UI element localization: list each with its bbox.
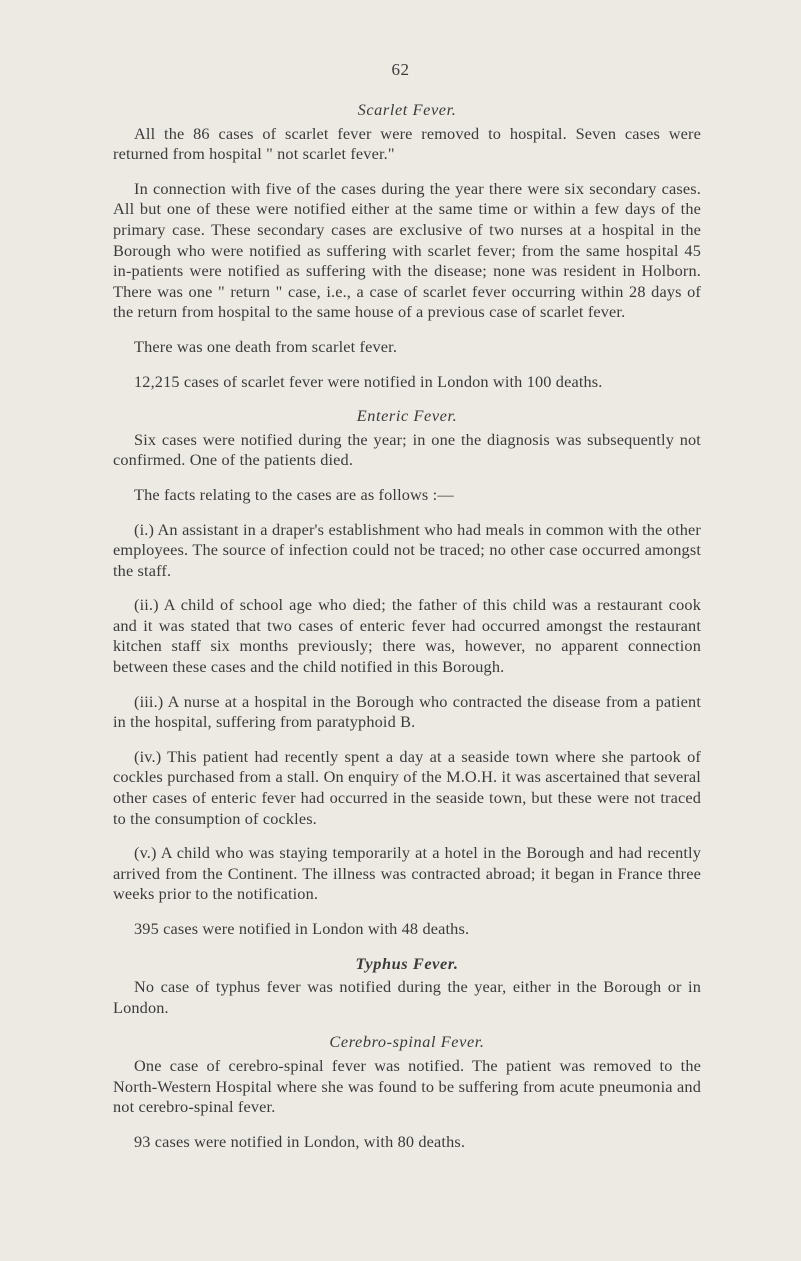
paragraph: All the 86 cases of scarlet fever were removed to hospital. Seven cases were returned from hospital " not scarlet fever.": [113, 123, 701, 164]
section-scarlet-fever: [113, 100, 701, 392]
paragraph: One case of cerebro-spinal fever was notified. The patient was removed to the North-Western Hospital where she was found to be suffering from acute pneumonia and not cerebro-spinal fever.: [113, 1055, 701, 1117]
paragraph: (iv.) This patient had recently spent a day at a seaside town where she partook of cockles purchased from a stall. On enquiry of the M.O.H. it was ascertained that several other cases of enteric fever had occurred in the seaside town, but these were not traced to the consumption of cockles.: [113, 746, 701, 828]
paragraph: There was one death from scarlet fever.: [134, 336, 398, 356]
section-enteric-fever: [113, 406, 701, 939]
paragraph: Six cases were notified during the year; in one the diagnosis was subsequently not confirmed. One of the patients died.: [113, 429, 701, 470]
section-typhus-fever: [113, 954, 701, 1019]
paragraph: No case of typhus fever was notified during the year, either in the Borough or in London.: [113, 977, 701, 1017]
paragraph: (i.) An assistant in a draper's establishment who had meals in common with the other employees. The source of infection could not be traced; no other case occurred amongst the staff.: [113, 519, 701, 580]
paragraph: (v.) A child who was staying temporarily at a hotel in the Borough and had recently arrived from the Continent. The illness was contracted abroad; it began in France three weeks prior to the notification.: [113, 843, 701, 904]
paragraph: (ii.) A child of school age who died; the father of this child was a restaurant cook and it was stated that two cases of enteric fever had occurred amongst the restaurant kitchen staff six months previously; there was, however, no apparent connection between these cases and the child notified in this Borough.: [113, 595, 701, 677]
section-heading: Typhus Fever.: [355, 953, 459, 973]
paragraph: 93 cases were notified in London, with 80 deaths.: [134, 1131, 466, 1151]
paragraph: (iii.) A nurse at a hospital in the Borough who contracted the disease from a patient in the hospital, suffering from paratyphoid B.: [113, 691, 701, 732]
paragraph: 12,215 cases of scarlet fever were notified in London with 100 deaths.: [134, 371, 603, 391]
page-number: 62: [391, 60, 410, 79]
section-cerebro-spinal-fever: [113, 1032, 701, 1152]
paragraph: The facts relating to the cases are as follows :—: [134, 484, 454, 504]
paragraph: In connection with five of the cases during the year there were six secondary cases. All but one of these were notified either at the same time or within a few days of the primary case. These secondary cases are exclusive of two nurses at a hospital in the Borough who were notified as suffering with scarlet fever; from the same hospital 45 in-patients were notified as suffering with the disease; none was resident in Holborn. There was one " return " case, i.e., a case of scarlet fever occurring within 28 days of the return from hospital to the same house of a previous case of scarlet fever.: [113, 178, 701, 322]
section-heading: Cerebro-spinal Fever.: [329, 1032, 485, 1052]
section-heading: Enteric Fever.: [356, 406, 458, 426]
section-heading: Scarlet Fever.: [357, 100, 457, 119]
page-content: [113, 100, 701, 1166]
paragraph: 395 cases were notified in London with 48 deaths.: [134, 919, 470, 938]
